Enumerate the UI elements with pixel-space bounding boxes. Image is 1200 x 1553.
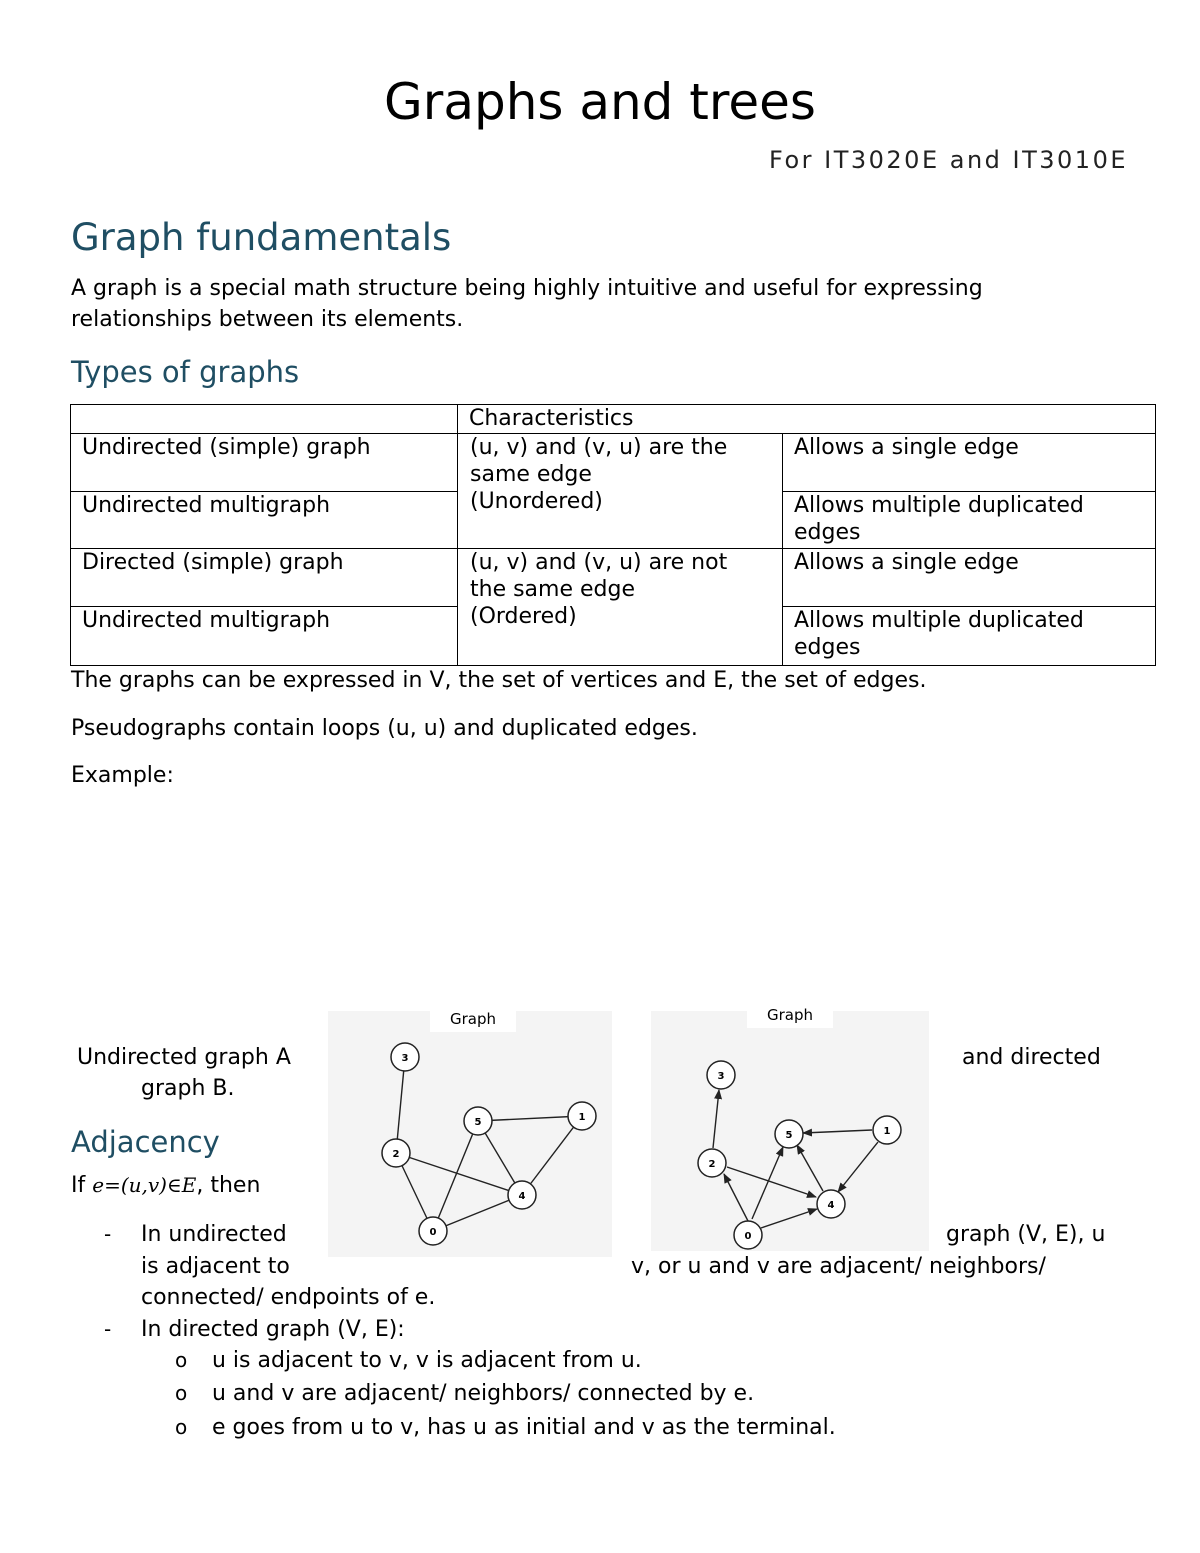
paragraph-example: Example:	[71, 763, 174, 788]
cell-text: edges	[794, 520, 861, 545]
graph-node	[817, 1190, 845, 1218]
graph-arc	[752, 1147, 783, 1219]
table-cell-edge	[782, 491, 1156, 549]
cell-text: (Ordered)	[470, 604, 577, 629]
figure-title: Graph	[430, 1006, 516, 1032]
bullet1-line2-left: is adjacent to	[141, 1254, 290, 1279]
graph-node	[508, 1181, 536, 1209]
paragraph-expressed: The graphs can be expressed in V, the set of vertices and E, the set of edges.	[71, 668, 927, 693]
adjacency-condition	[71, 1170, 260, 1201]
sub-bullet-3: e goes from u to v, has u as initial and v as the terminal.	[212, 1415, 836, 1440]
intro-paragraph	[71, 273, 1131, 335]
circle-bullet: o	[175, 1348, 188, 1372]
graph-arc	[797, 1145, 823, 1191]
graph-types-table	[70, 404, 1156, 666]
table-header-characteristics	[457, 404, 1156, 434]
svg-text:0: 0	[744, 1231, 752, 1242]
cell-text: Allows multiple duplicated	[794, 493, 1084, 518]
table-cell-edge	[782, 433, 1156, 492]
graph-edge	[478, 1116, 582, 1121]
table-row-label	[70, 548, 458, 607]
graph-node	[775, 1120, 803, 1148]
graph-node	[734, 1221, 762, 1249]
sub-bullet-1: u is adjacent to v, v is adjacent from u.	[212, 1348, 642, 1373]
directed-graph-drawing	[651, 1011, 929, 1251]
example-caption-part3: graph B.	[141, 1076, 235, 1101]
bullet1-line2-right: v, or u and v are adjacent/ neighbors/	[631, 1254, 1046, 1279]
graph-node	[698, 1149, 726, 1177]
table-row-label	[70, 606, 458, 666]
svg-text:4: 4	[518, 1191, 526, 1202]
document-subtitle: For IT3020E and IT3010E	[769, 146, 1128, 174]
graph-node	[707, 1061, 735, 1089]
cell-text: (u, v) and (v, u) are the	[470, 435, 728, 460]
example-caption-part1: Undirected graph A	[77, 1045, 291, 1070]
graph-node	[873, 1116, 901, 1144]
row-label-text: Undirected multigraph	[82, 608, 331, 633]
dash-bullet: -	[104, 1222, 112, 1246]
circle-bullet: o	[175, 1415, 188, 1439]
bullet1-right: graph (V, E), u	[946, 1222, 1106, 1247]
svg-text:1: 1	[578, 1112, 586, 1123]
undirected-graph-drawing	[328, 1011, 612, 1257]
graph-node	[464, 1107, 492, 1135]
table-header-label: Characteristics	[469, 406, 634, 431]
svg-text:0: 0	[429, 1227, 437, 1238]
svg-text:2: 2	[708, 1159, 716, 1170]
row-label-text: Directed (simple) graph	[82, 550, 344, 575]
graph-arc	[727, 1167, 816, 1197]
graph-arc	[838, 1142, 878, 1192]
row-label-text: Undirected multigraph	[82, 493, 331, 518]
condition-suffix: , then	[196, 1173, 261, 1198]
dash-bullet: -	[104, 1317, 112, 1341]
svg-text:1: 1	[883, 1126, 891, 1137]
graph-node	[382, 1139, 410, 1167]
cell-text: Allows multiple duplicated	[794, 608, 1084, 633]
bullet2-text: In directed graph (V, E):	[141, 1317, 405, 1342]
figure-title: Graph	[747, 1002, 833, 1028]
graph-edge	[396, 1153, 522, 1195]
row-label-text: Undirected (simple) graph	[82, 435, 371, 460]
svg-text:4: 4	[827, 1200, 835, 1211]
graph-arc	[803, 1130, 872, 1133]
example-caption-part2: and directed	[962, 1045, 1101, 1070]
cell-text: (u, v) and (v, u) are not	[470, 550, 728, 575]
cell-text: Allows a single edge	[794, 550, 1019, 575]
circle-bullet: o	[175, 1381, 188, 1405]
condition-prefix: If	[71, 1173, 86, 1198]
cell-text: (Unordered)	[470, 489, 603, 514]
heading-graph-fundamentals: Graph fundamentals	[71, 216, 452, 259]
table-header-empty	[70, 404, 458, 434]
graph-edge	[522, 1116, 582, 1195]
intro-line-1: A graph is a special math structure being highly intuitive and useful for expressing	[71, 276, 983, 301]
figure-undirected-graph	[328, 1011, 612, 1257]
svg-text:3: 3	[401, 1053, 409, 1064]
intro-line-2: relationships between its elements.	[71, 307, 464, 332]
table-cell-edge	[782, 606, 1156, 666]
graph-arc	[761, 1209, 817, 1228]
sub-bullet-2: u and v are adjacent/ neighbors/ connected by e.	[212, 1381, 755, 1406]
cell-text: Allows a single edge	[794, 435, 1019, 460]
graph-node	[568, 1102, 596, 1130]
heading-types-of-graphs: Types of graphs	[71, 355, 300, 389]
svg-text:5: 5	[785, 1130, 793, 1141]
table-cell-unordered	[457, 433, 783, 549]
table-cell-edge	[782, 548, 1156, 607]
cell-text: same edge	[470, 462, 592, 487]
table-row-label	[70, 433, 458, 492]
bullet1-left: In undirected	[141, 1222, 287, 1247]
graph-arc	[713, 1090, 719, 1148]
table-row-label	[70, 491, 458, 549]
document-title: Graphs and trees	[384, 73, 816, 131]
table-cell-ordered	[457, 548, 783, 666]
graph-edge	[433, 1121, 478, 1231]
graph-node	[419, 1217, 447, 1245]
graph-arc	[724, 1174, 748, 1221]
cell-text: the same edge	[470, 577, 635, 602]
svg-text:2: 2	[392, 1149, 400, 1160]
bullet1-line3: connected/ endpoints of e.	[141, 1285, 436, 1310]
heading-adjacency: Adjacency	[71, 1125, 220, 1159]
condition-math: e=(u,v)∈E	[92, 1173, 197, 1197]
cell-text: edges	[794, 635, 861, 660]
paragraph-pseudographs: Pseudographs contain loops (u, u) and duplicated edges.	[71, 716, 698, 741]
graph-node	[391, 1043, 419, 1071]
figure-directed-graph	[651, 1006, 929, 1251]
svg-text:3: 3	[717, 1071, 725, 1082]
svg-text:5: 5	[474, 1117, 482, 1128]
